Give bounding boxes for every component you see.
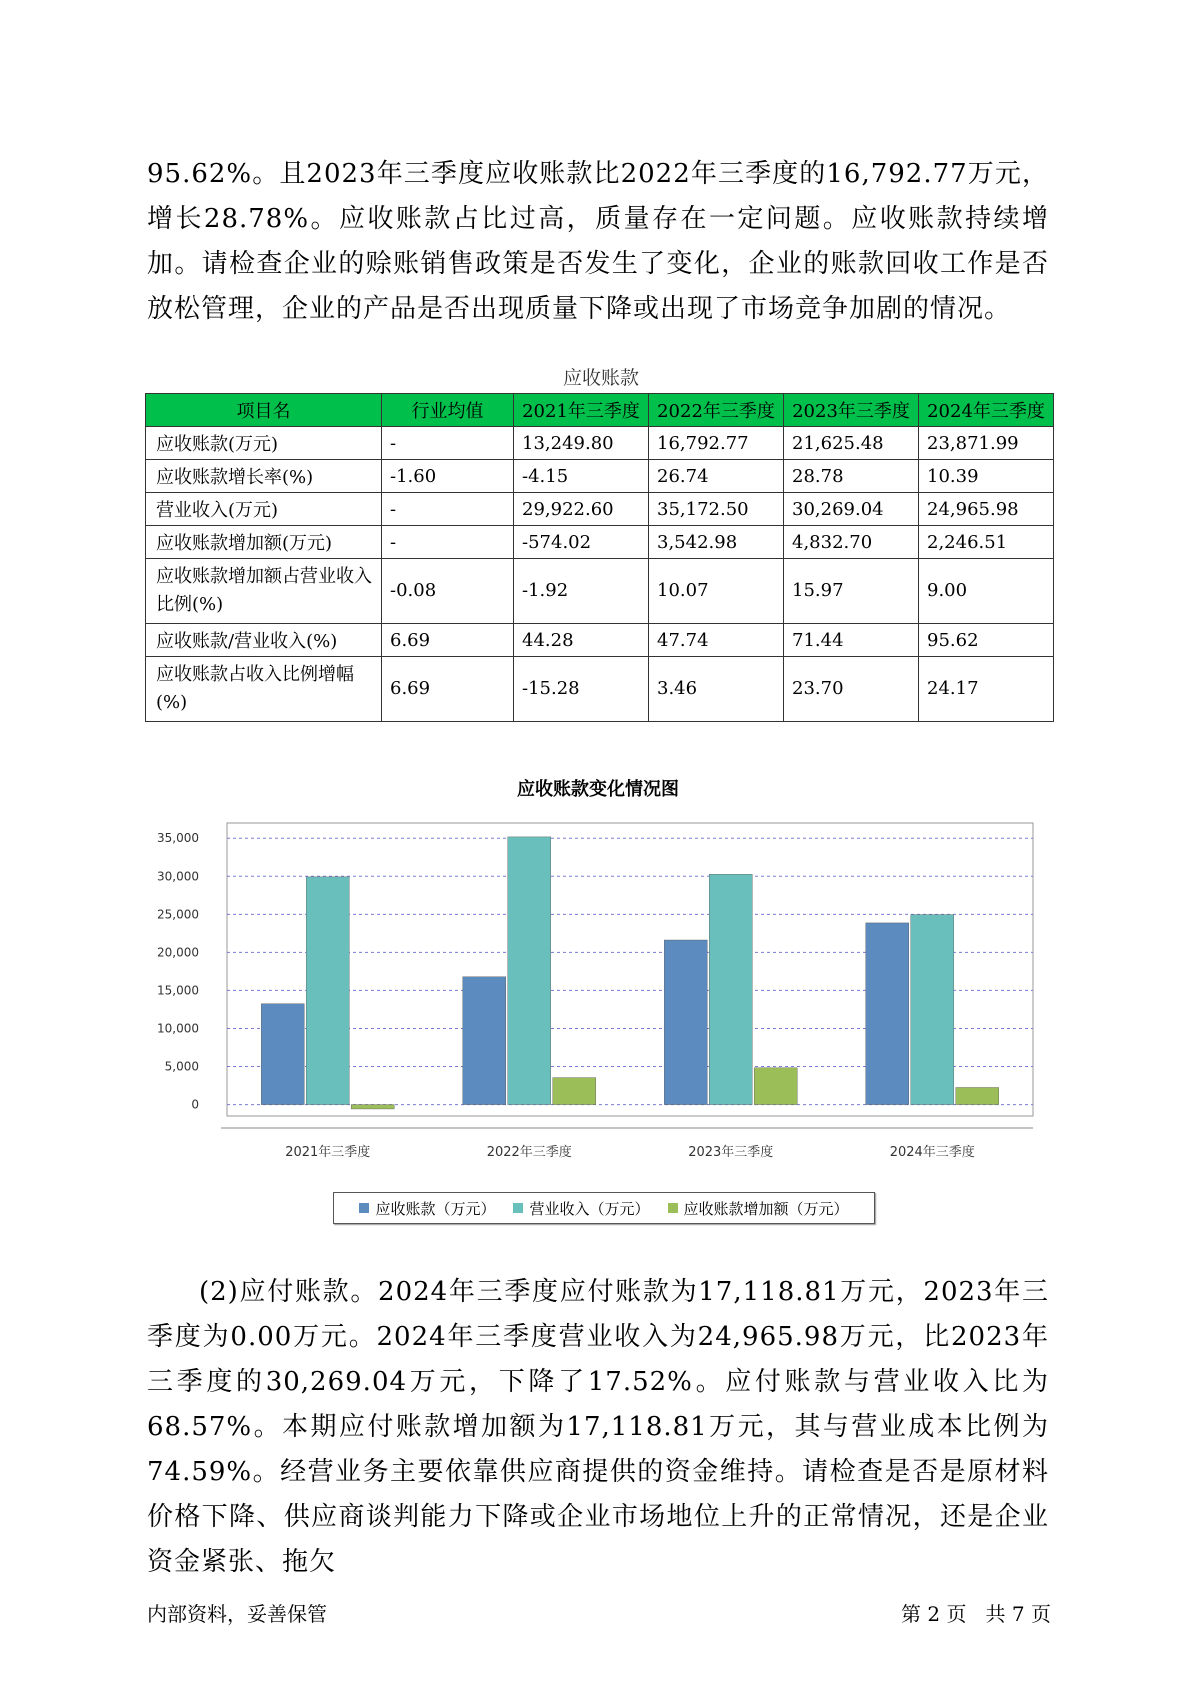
bar <box>709 874 752 1104</box>
value-cell: 35,172.50 <box>649 493 784 526</box>
y-tick-label: 15,000 <box>157 983 199 998</box>
legend-label: 应收账款增加额（万元） <box>683 1199 849 1218</box>
legend-swatch <box>513 1203 523 1213</box>
value-cell: 44.28 <box>514 624 649 657</box>
legend-swatch <box>359 1203 369 1213</box>
value-cell: 6.69 <box>382 624 514 657</box>
body-paragraph-2 <box>147 1270 1049 1585</box>
legend-item <box>513 1198 649 1219</box>
bar <box>261 1004 304 1105</box>
row-label-cell: 应收账款(万元) <box>146 427 382 460</box>
table-row <box>146 559 1054 624</box>
bar <box>463 977 506 1105</box>
x-tick-label: 2022年三季度 <box>486 1145 572 1160</box>
table-row <box>146 460 1054 493</box>
value-cell: 23.70 <box>784 657 919 722</box>
x-tick-label: 2021年三季度 <box>285 1145 371 1160</box>
table-row <box>146 624 1054 657</box>
value-cell: - <box>382 493 514 526</box>
table-row <box>146 493 1054 526</box>
row-label-cell: 营业收入(万元) <box>146 493 382 526</box>
value-cell: 29,922.60 <box>514 493 649 526</box>
bar <box>306 877 349 1105</box>
value-cell: 10.39 <box>919 460 1054 493</box>
value-cell: 3,542.98 <box>649 526 784 559</box>
bar <box>664 940 707 1105</box>
receivables-table <box>145 393 1054 722</box>
value-cell: 21,625.48 <box>784 427 919 460</box>
legend-swatch <box>668 1203 678 1213</box>
bar <box>754 1068 797 1105</box>
table-header-row <box>146 394 1054 427</box>
y-tick-label: 0 <box>191 1097 199 1112</box>
header-cell: 2021年三季度 <box>514 394 649 427</box>
value-cell: -4.15 <box>514 460 649 493</box>
footer-confidential-note: 内部资料，妥善保管 <box>147 1602 327 1626</box>
value-cell: 23,871.99 <box>919 427 1054 460</box>
table-row <box>146 526 1054 559</box>
y-tick-label: 30,000 <box>157 869 199 884</box>
y-tick-label: 25,000 <box>157 907 199 922</box>
value-cell: 71.44 <box>784 624 919 657</box>
value-cell: 15.97 <box>784 559 919 624</box>
value-cell: 10.07 <box>649 559 784 624</box>
y-tick-label: 35,000 <box>157 831 199 846</box>
body-paragraph-1: 95.62%。且2023年三季度应收账款比2022年三季度的16,792.77万元，增长28.78%。应收账款占比过高，质量存在一定问题。应收账款持续增加。请检查企业的赊账销售政策是否发生了变化，企业的账款回收工作是否放松管理，企业的产品是否出现质量下降或出现了市场竞争加剧的情况。 <box>147 159 1049 324</box>
table-caption: 应收账款 <box>562 367 639 389</box>
row-label-cell: 应收账款/营业收入(%) <box>146 624 382 657</box>
value-cell: -15.28 <box>514 657 649 722</box>
value-cell: 95.62 <box>919 624 1054 657</box>
value-cell: 30,269.04 <box>784 493 919 526</box>
value-cell: 4,832.70 <box>784 526 919 559</box>
bar <box>911 915 954 1105</box>
value-cell: -1.92 <box>514 559 649 624</box>
chart-legend <box>333 1192 875 1224</box>
bar <box>351 1105 394 1109</box>
legend-item <box>359 1198 495 1219</box>
bar <box>866 923 909 1105</box>
y-tick-label: 5,000 <box>164 1059 199 1074</box>
row-label-cell: 应收账款占收入比例增幅(%) <box>146 657 382 722</box>
x-tick-label: 2023年三季度 <box>688 1145 774 1160</box>
value-cell: 3.46 <box>649 657 784 722</box>
table-row <box>146 657 1054 722</box>
value-cell: 24,965.98 <box>919 493 1054 526</box>
value-cell: 6.69 <box>382 657 514 722</box>
value-cell: 28.78 <box>784 460 919 493</box>
value-cell: -1.60 <box>382 460 514 493</box>
header-cell: 项目名 <box>146 394 382 427</box>
header-cell: 2022年三季度 <box>649 394 784 427</box>
row-label-cell: 应收账款增长率(%) <box>146 460 382 493</box>
legend-label: 营业收入（万元） <box>529 1199 650 1218</box>
value-cell: 2,246.51 <box>919 526 1054 559</box>
value-cell: -0.08 <box>382 559 514 624</box>
header-cell: 2024年三季度 <box>919 394 1054 427</box>
y-tick-label: 10,000 <box>157 1021 199 1036</box>
header-cell: 2023年三季度 <box>784 394 919 427</box>
value-cell: 9.00 <box>919 559 1054 624</box>
value-cell: 26.74 <box>649 460 784 493</box>
row-label-cell: 应收账款增加额占营业收入比例(%) <box>146 559 382 624</box>
receivables-chart <box>145 775 1051 1225</box>
bar <box>553 1078 596 1105</box>
chart-canvas <box>145 775 1051 1225</box>
header-cell: 行业均值 <box>382 394 514 427</box>
footer-page-number: 第 2 页 共 7 页 <box>901 1602 1051 1626</box>
row-label-cell: 应收账款增加额(万元) <box>146 526 382 559</box>
value-cell: 47.74 <box>649 624 784 657</box>
bar <box>956 1087 999 1104</box>
value-cell: - <box>382 526 514 559</box>
y-tick-label: 20,000 <box>157 945 199 960</box>
value-cell: - <box>382 427 514 460</box>
chart-title: 应收账款变化情况图 <box>517 779 679 800</box>
bar <box>508 837 551 1105</box>
value-cell: 24.17 <box>919 657 1054 722</box>
legend-label: 应收账款（万元） <box>375 1199 496 1218</box>
value-cell: 16,792.77 <box>649 427 784 460</box>
x-tick-label: 2024年三季度 <box>889 1145 975 1160</box>
value-cell: 13,249.80 <box>514 427 649 460</box>
table-row <box>146 427 1054 460</box>
body-paragraph-2-text: (2)应付账款。2024年三季度应付账款为17,118.81万元，2023年三季度为0.00万元。2024年三季度营业收入为24,965.98万元，比2023年三季度的30,269.04万元，下降了17.52%。应付账款与营业收入比为68.57%。本期应付账款增加额为17,118.81万元，其与营业成本比例为74.59%。经营业务主要依靠供应商提供的资金维持。请检查是否是原材料价格下降、供应商谈判能力下降或企业市场地位上升的正常情况，还是企业资金紧张、拖欠 <box>147 1277 1049 1577</box>
legend-item <box>668 1198 849 1219</box>
value-cell: -574.02 <box>514 526 649 559</box>
